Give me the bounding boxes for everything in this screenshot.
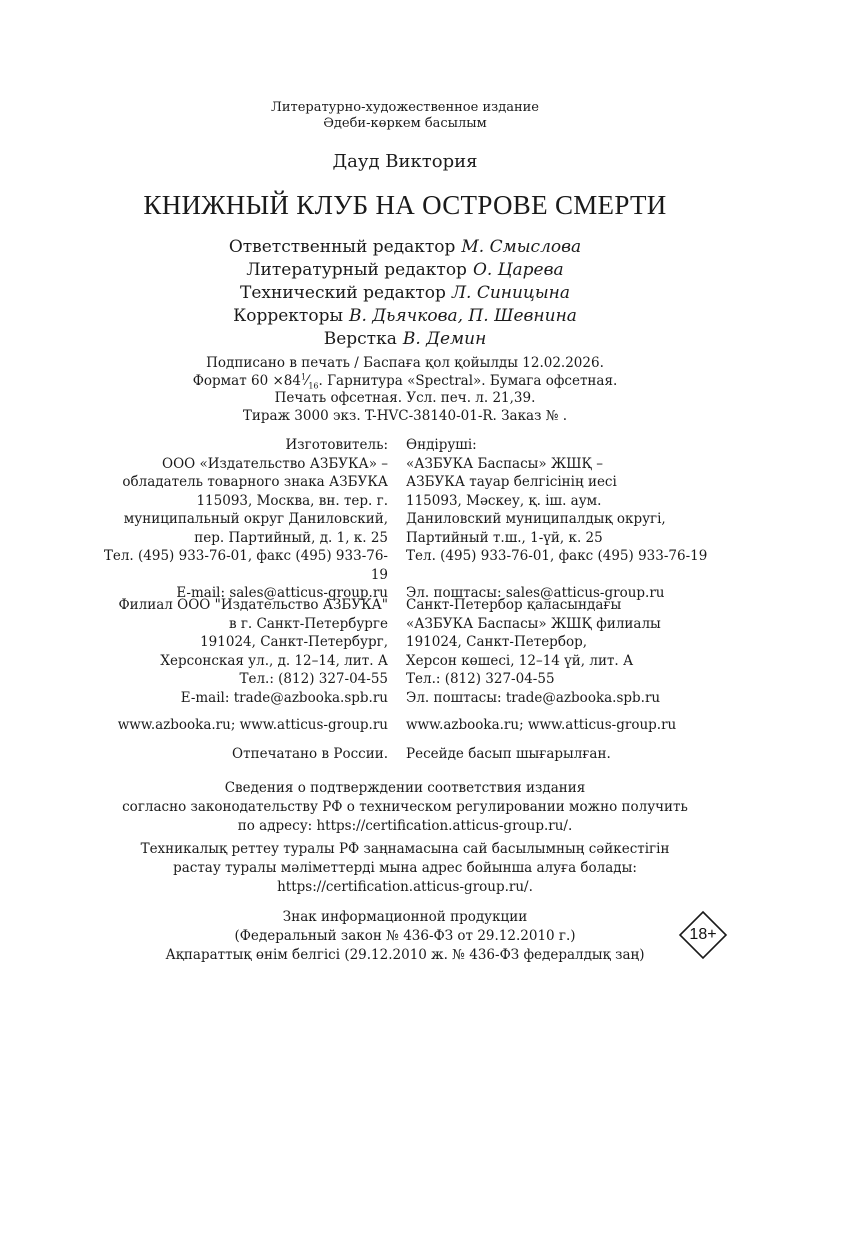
info-sign-line: (Федеральный закон № 436-ФЗ от 29.12.2010 г.) xyxy=(234,928,576,944)
credit-role: Ответственный редактор xyxy=(228,237,456,257)
credit-line xyxy=(0,282,810,305)
print-type: Печать офсетная. Усл. печ. л. 21,39. xyxy=(274,390,536,406)
author-name: Дауд Виктория xyxy=(332,151,478,172)
credit-person: М. Смыслова xyxy=(461,237,582,257)
credit-role: Корректоры xyxy=(233,306,343,326)
manufacturer-kz-line: АЗБУКА тауар белгісінің иесі xyxy=(406,474,617,490)
branch-kz-line: 191024, Санкт-Петербор, xyxy=(406,634,588,650)
certification-ru-line: Сведения о подтверждении соответствия издания xyxy=(224,780,586,796)
book-title: КНИЖНЫЙ КЛУБ НА ОСТРОВЕ СМЕРТИ xyxy=(143,190,667,220)
manufacturer-ru-line: ООО «Издательство АЗБУКА» – xyxy=(162,455,388,472)
manufacturer-block xyxy=(100,436,710,603)
manufacturer-ru-line: Тел. (495) 933-76-01, факс (495) 933-76-19 xyxy=(103,548,388,583)
edition-type-kz: Әдеби-көркем басылым xyxy=(323,116,487,131)
credit-person: В. Демин xyxy=(402,329,487,349)
manufacturer-ru-line: обладатель товарного знака АЗБУКА xyxy=(122,474,388,490)
manufacturer-ru-line: Изготовитель: xyxy=(285,437,388,453)
manufacturer-kz-line: 115093, Мәскеу, қ. іш. аум. xyxy=(406,492,602,509)
printed-in-kz: Ресейде басып шығарылған. xyxy=(406,746,611,762)
certification-kz-line: https://certification.atticus-group.ru/. xyxy=(277,879,533,895)
age-rating-badge xyxy=(678,910,728,960)
manufacturer-kz-email: Эл. поштасы: sales@atticus-group.ru xyxy=(406,585,665,601)
branch-ru-email: E-mail: trade@azbooka.spb.ru xyxy=(180,689,388,706)
certification-ru-line: согласно законодательству РФ о техническом регулировании можно получить xyxy=(122,799,688,815)
credit-person: О. Царева xyxy=(472,260,564,280)
branch-kz-line: Херсон көшесі, 12–14 үй, лит. А xyxy=(406,652,634,669)
websites-row xyxy=(100,716,710,735)
info-sign-line: Ақпараттық өнім белгісі (29.12.2010 ж. № 436-ФЗ федералдық заң) xyxy=(165,947,645,963)
branch-ru-line: в г. Санкт-Петербурге xyxy=(228,615,388,632)
credit-person: Л. Синицына xyxy=(451,283,570,303)
branch-kz-line: «АЗБУКА Баспасы» ЖШҚ филиалы xyxy=(406,615,661,632)
printed-in-row xyxy=(100,745,710,764)
branch-ru-line: Тел.: (812) 327-04-55 xyxy=(239,671,388,687)
credit-person: В. Дьячкова, П. Шевнина xyxy=(349,306,577,326)
edition-type-ru: Литературно-художественное издание xyxy=(271,100,539,115)
manufacturer-kz-line: Партийный т.ш., 1-үй, к. 25 xyxy=(406,529,603,546)
print-details xyxy=(0,355,810,425)
branch-ru-line: 191024, Санкт-Петербург, xyxy=(200,634,388,650)
branch-block xyxy=(100,596,710,707)
printed-in-ru: Отпечатано в России. xyxy=(232,746,388,762)
manufacturer-kz-line: Өндіруші: xyxy=(406,437,477,453)
credit-line xyxy=(0,259,810,282)
credit-role: Технический редактор xyxy=(240,283,446,303)
branch-kz-line: Тел.: (812) 327-04-55 xyxy=(406,671,555,687)
certification-kz xyxy=(0,840,810,897)
websites-kz: www.azbooka.ru; www.atticus-group.ru xyxy=(406,717,677,733)
signed-date: Подписано в печать / Баспаға қол қойылды 12.02.2026. xyxy=(206,355,604,371)
certification-ru-line: по адресу: https://certification.atticus-group.ru/. xyxy=(237,818,573,834)
manufacturer-kz-line: Даниловский муниципалдық округі, xyxy=(406,511,666,527)
manufacturer-ru-email: E-mail: sales@atticus-group.ru xyxy=(176,585,388,601)
info-sign-line: Знак информационной продукции xyxy=(282,909,528,925)
websites-ru: www.azbooka.ru; www.atticus-group.ru xyxy=(117,717,388,733)
age-rating-label: 18+ xyxy=(689,926,717,943)
branch-ru-line: Филиал ООО "Издательство АЗБУКА" xyxy=(118,597,388,613)
certification-ru xyxy=(0,779,810,836)
certification-kz-line: растау туралы мәліметтерді мына адрес бойынша алуға болады: xyxy=(173,860,637,876)
certification-kz-line: Техникалық реттеу туралы РФ заңнамасына сай басылымның сәйкестігін xyxy=(140,841,670,857)
manufacturer-ru-line: пер. Партийный, д. 1, к. 25 xyxy=(194,529,388,546)
credits-list xyxy=(0,236,810,351)
credit-line xyxy=(0,328,810,351)
edition-type xyxy=(0,100,810,132)
branch-ru-line: Херсонская ул., д. 12–14, лит. А xyxy=(160,652,388,669)
manufacturer-kz-line: «АЗБУКА Баспасы» ЖШҚ – xyxy=(406,455,604,472)
credit-line xyxy=(0,305,810,328)
manufacturer-ru-line: 115093, Москва, вн. тер. г. xyxy=(196,492,388,509)
manufacturer-ru-line: муниципальный округ Даниловский, xyxy=(123,511,388,527)
credit-line xyxy=(0,236,810,259)
credit-role: Верстка xyxy=(323,329,397,349)
branch-kz-line: Санкт-Петербор қаласындағы xyxy=(406,597,622,613)
credit-role: Литературный редактор xyxy=(246,260,467,280)
circulation-line: Тираж 3000 экз. T-HVC-38140-01-R. Заказ № . xyxy=(242,407,568,424)
branch-kz-email: Эл. поштасы: trade@azbooka.spb.ru xyxy=(406,689,661,706)
manufacturer-kz-line: Тел. (495) 933-76-01, факс (495) 933-76-19 xyxy=(406,548,708,564)
format-line: Формат $60 \times 84^1⁄_{16}$. Гарнитура «Spectral». Бумага офсетная. xyxy=(192,372,618,391)
